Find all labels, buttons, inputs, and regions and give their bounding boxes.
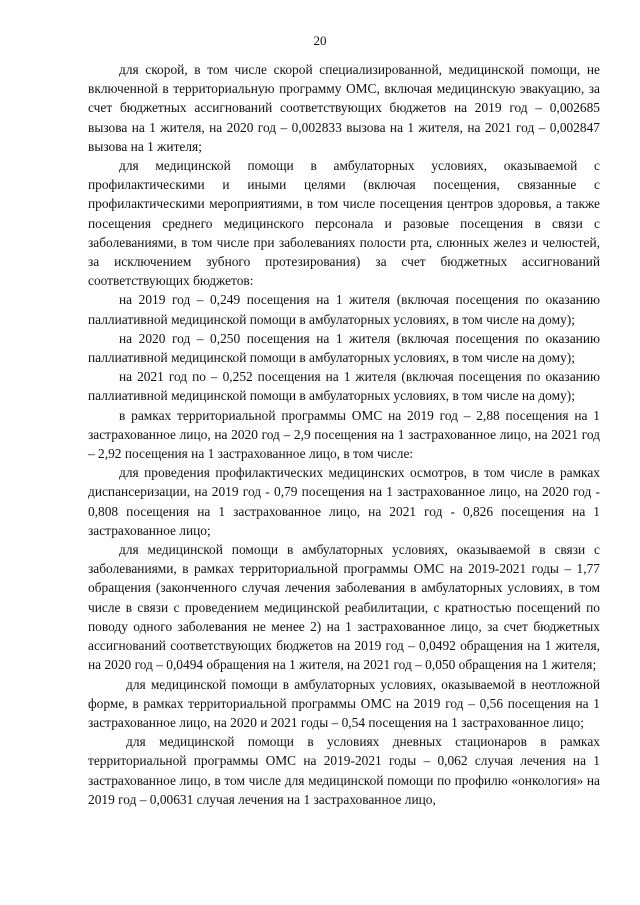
- paragraph-preventive-exams: для проведения профилактических медицинских осмотров, в том числе в рамках диспансеризации, на 2019 год - 0,79 посещения на 1 застрахованное лицо, на 2020 год - 0,808 посещения на 1 застрахованное лицо, на 2021 год - 0,826 посещения на 1 застрахованное лицо;: [88, 465, 600, 538]
- paragraph-oms-visits: в рамках территориальной программы ОМС на 2019 год – 2,88 посещения на 1 застрахованное лицо, на 2020 год – 2,9 посещения на 1 застрахованное лицо, на 2021 год – 2,92 посещения на 1 застрахованное лицо, в том числе:: [88, 407, 600, 462]
- paragraph-day-hospital: для медицинской помощи в условиях дневных стационаров в рамках территориальной программы ОМС на 2019-2021 годы – 0,062 случая лечения на 1 застрахованное лицо, в том числе для медицинской помощи по профилю «онкология» на 2019 год – 0,00631 случая лечения на 1 застрахованное лицо,: [88, 734, 600, 807]
- paragraph-emergency-care: для скорой, в том числе скорой специализированной, медицинской помощи, не включенной в территориальную программу ОМС, включая медицинскую эвакуацию, за счет бюджетных ассигнований соответствующих бюджетов на 2019 год – 0,002685 вызова на 1 жителя, на 2020 год – 0,002833 вызова на 1 жителя, на 2021 год – 0,002847 вызова на 1 жителя;: [88, 62, 600, 154]
- paragraph-visits-2020: на 2020 год – 0,250 посещения на 1 жителя (включая посещения по оказанию паллиативной медицинской помощи в амбулаторных условиях, в том числе на дому);: [88, 330, 600, 366]
- page-number: 20: [313, 33, 327, 48]
- paragraph-urgent-care: для медицинской помощи в амбулаторных условиях, оказываемой в неотложной форме, в рамках территориальной программы ОМС на 2019 год – 0,56 посещения на 1 застрахованное лицо, на 2020 и 2021 годы – 0,54 посещения на 1 застрахованное лицо;: [88, 676, 600, 730]
- paragraph-outpatient-preventive: для медицинской помощи в амбулаторных условиях, оказываемой с профилактическими и иными целями (включая посещения, связанные с профилактическими мероприятиями, в том числе посещения центров здоровья, а также посещения среднего медицинского персонала и разовые посещения в связи с заболеваниями, в том числе при заболеваниях полости рта, слюнных желез и челюстей, за исключением зубного протезирования) за счет бюджетных ассигнований соответствующих бюджетов:: [88, 158, 600, 289]
- paragraph-visits-2019: на 2019 год – 0,249 посещения на 1 жителя (включая посещения по оказанию паллиативной медицинской помощи в амбулаторных условиях, в том числе на дому);: [88, 292, 600, 327]
- document-body: [88, 60, 600, 809]
- paragraph-disease-appeals: для медицинской помощи в амбулаторных условиях, оказываемой в связи с заболеваниями, в рамках территориальной программы ОМС на 2019-2021 годы – 1,77 обращения (законченного случая лечения заболевания в амбулаторных условиях, в том числе в связи с проведением медицинской реабилитации, с кратностью посещений по поводу одного заболевания не менее 2) на 1 застрахованное лицо, за счет бюджетных ассигнований соответствующих бюджетов на 2019 год – 0,0492 обращения на 1 жителя, на 2020 год – 0,0494 обращения на 1 жителя, на 2021 год – 0,050 обращения на 1 жителя;: [88, 542, 600, 673]
- paragraph-visits-2021: на 2021 год по – 0,252 посещения на 1 жителя (включая посещения по оказанию паллиативной медицинской помощи в амбулаторных условиях, в том числе на дому);: [88, 369, 600, 404]
